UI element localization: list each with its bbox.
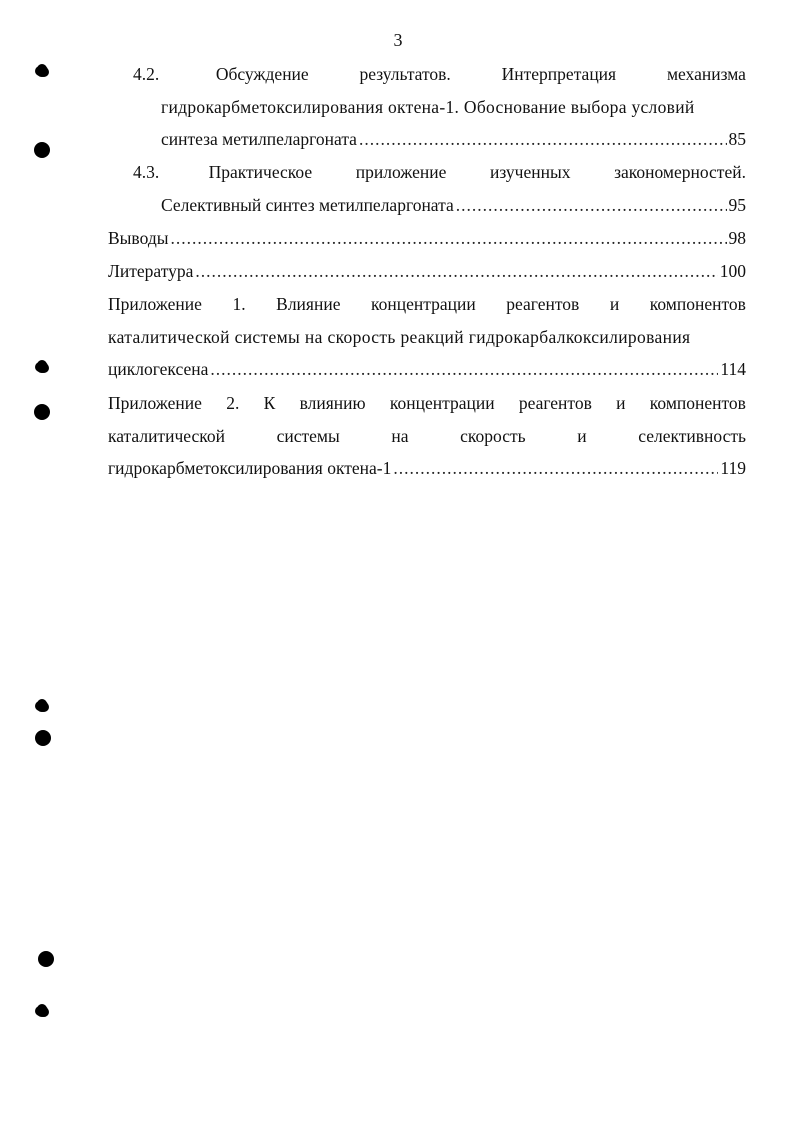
page-number: 3 [393,30,403,50]
page-ref: 119 [720,458,746,478]
toc-entry-appendix-1-line-3: циклогексена ..... 114 [108,357,746,381]
page-ref: 114 [720,359,746,379]
toc-entry-conclusions: Выводы ..... 98 [108,226,746,250]
toc-entry-4-3-line-2: Селективный синтез метилпеларгоната ..... 95 [161,193,746,217]
binder-hole [36,700,48,712]
page-ref: 100 [719,261,746,281]
binder-hole [34,404,50,420]
toc-entry-4-2-line-2: гидрокарбметоксилирования октена-1. Обоснование выбора условий [161,97,695,117]
section-number: 4.3. [133,162,160,182]
toc-entry-4-2-line-3: синтеза метилпеларгоната ..... 85 [161,127,746,151]
toc-entry-appendix-1-line-2: каталитической системы на скорость реакций гидрокарбалкоксилирования [108,327,691,347]
toc-entry-appendix-2-line-1: Приложение 2. К влиянию концентрации реагентов и компонентов [108,393,746,413]
binder-hole [36,361,48,373]
toc-entry-appendix-2-line-3: гидрокарбметоксилирования октена-1 ..... 119 [108,456,746,480]
binder-hole [36,1005,48,1017]
dot-leader [456,193,727,217]
dot-leader [359,127,727,151]
section-number: 4.2. [133,64,160,84]
dot-leader [210,357,718,381]
binder-hole [38,951,54,967]
dot-leader [170,226,726,250]
page-ref: 95 [728,195,746,215]
binder-hole [36,65,48,77]
toc-entry-literature: Литература ..... 100 [108,259,746,283]
dot-leader [393,456,718,480]
binder-hole [35,730,51,746]
page-ref: 98 [728,228,746,248]
dot-leader [195,259,717,283]
toc-entry-4-2-line-1: 4.2. Обсуждение результатов. Интерпретация механизма [133,64,746,84]
binder-hole [34,142,50,158]
toc-entry-appendix-1-line-1: Приложение 1. Влияние концентрации реагентов и компонентов [108,294,746,314]
toc-entry-4-3-line-1: 4.3. Практическое приложение изученных закономерностей. [133,162,746,182]
page-ref: 85 [728,129,746,149]
toc-entry-appendix-2-line-2: каталитической системы на скорость и селективность [108,426,746,446]
